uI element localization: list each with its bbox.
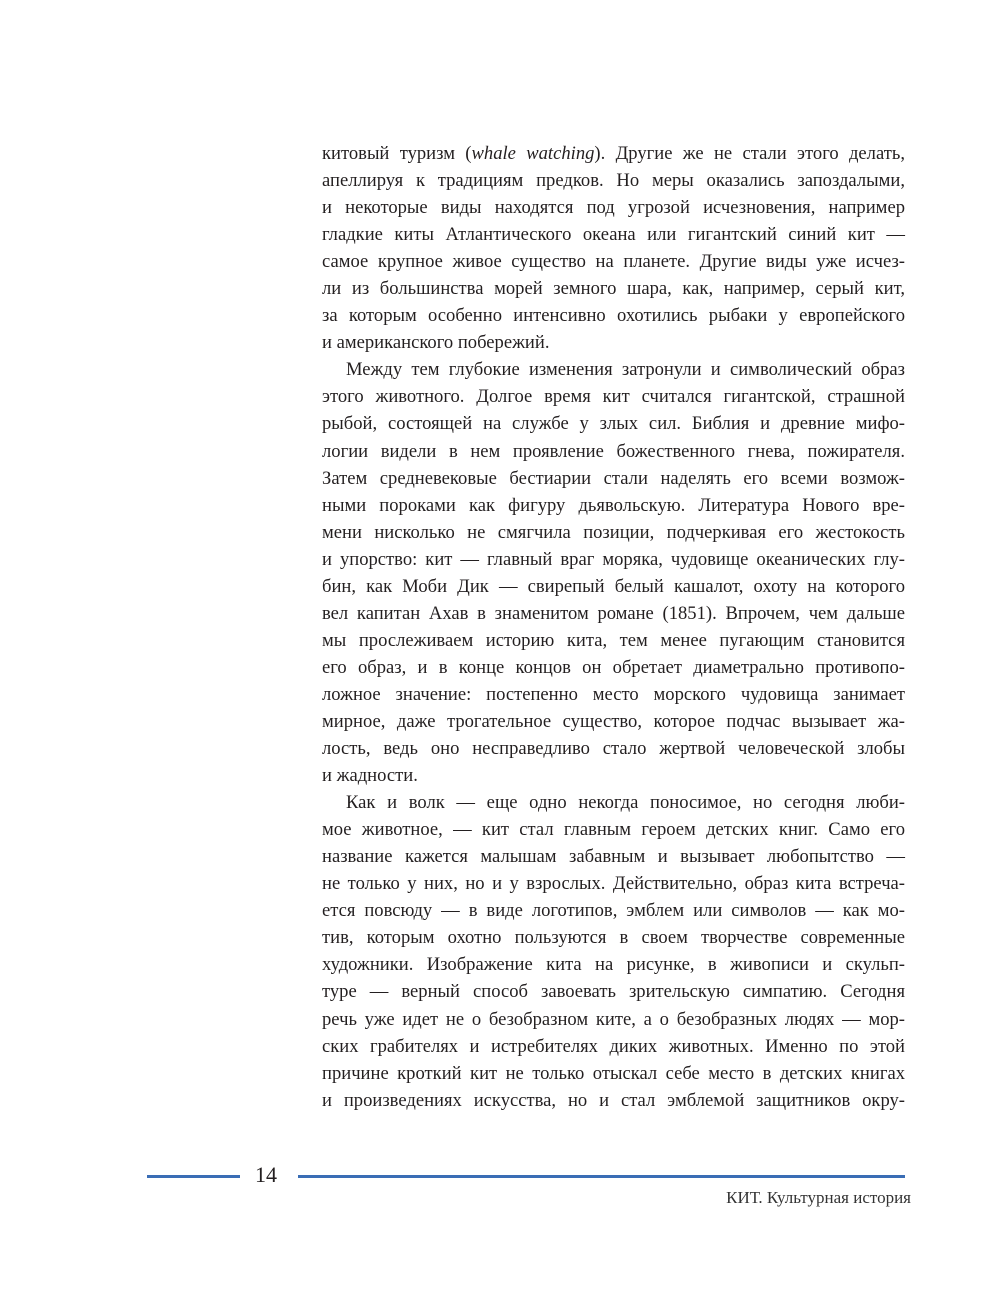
- text-segment: самое крупное живое существо на планете. Другие виды уже исчез-: [322, 251, 905, 273]
- text-segment: и упорство: кит — главный враг моряка, чудовище океанических глу-: [322, 548, 905, 570]
- text-segment: ложное значение: постепенно место морского чудовища занимает: [322, 683, 905, 705]
- text-segment: мирное, даже трогательное существо, которое подчас вызывает жа-: [322, 710, 905, 732]
- text-line: [322, 438, 905, 465]
- text-segment: Между тем глубокие изменения затронули и символический образ: [346, 359, 905, 381]
- text-segment: апеллируя к традициям предков. Но меры оказались запоздалыми,: [322, 170, 905, 192]
- text-line: [322, 519, 905, 546]
- text-line: [322, 708, 905, 735]
- text-segment: ли из большинства морей земного шара, как, например, серый кит,: [322, 278, 905, 300]
- text-segment: Как и волк — еще одно некогда поносимое, но сегодня люби-: [346, 792, 905, 814]
- text-line: [322, 1087, 905, 1114]
- text-segment: этого животного. Долгое время кит считался гигантской, страшной: [322, 386, 905, 408]
- text-line: [322, 248, 905, 275]
- text-segment: речь уже идет не о безобразном ките, а о безобразных людях — мор-: [322, 1008, 905, 1030]
- page-number: 14: [255, 1162, 277, 1187]
- text-segment: лость, ведь оно несправедливо стало жертвой человеческой злобы: [322, 738, 905, 760]
- text-line: [322, 329, 905, 356]
- text-segment: Затем средневековые бестиарии стали наделять его всеми возмож-: [322, 467, 905, 489]
- text-segment: и некоторые виды находятся под угрозой исчезновения, например: [322, 197, 905, 219]
- text-segment: художники. Изображение кита на рисунке, в живописи и скульп-: [322, 954, 905, 976]
- footer-rule-left: [147, 1175, 240, 1178]
- text-segment: ских грабителях и истребителях диких животных. Именно по этой: [322, 1035, 905, 1057]
- text-line: [322, 951, 905, 978]
- text-segment: рыбой, состоящей на службе у злых сил. Библия и древние мифо-: [322, 413, 905, 435]
- text-line: [322, 978, 905, 1005]
- text-line: [322, 843, 905, 870]
- text-line: [322, 789, 905, 816]
- text-segment: и произведениях искусства, но и стал эмблемой защитников окру-: [322, 1089, 905, 1111]
- text-segment: ется повсюду — в виде логотипов, эмблем или символов — как мо-: [322, 900, 905, 922]
- text-line: [322, 275, 905, 302]
- text-line: [322, 681, 905, 708]
- text-line: [322, 194, 905, 221]
- text-line: [322, 654, 905, 681]
- text-line: [322, 735, 905, 762]
- text-segment: и американского побережий.: [322, 332, 550, 354]
- text-line: [322, 897, 905, 924]
- text-line: [322, 762, 905, 789]
- text-line: [322, 573, 905, 600]
- text-segment: за которым особенно интенсивно охотились рыбаки у европейского: [322, 305, 905, 327]
- text-line: [322, 356, 905, 383]
- text-line: [322, 492, 905, 519]
- text-segment: логии видели в нем проявление божественного гнева, пожирателя.: [322, 440, 905, 462]
- text-line: [322, 1006, 905, 1033]
- text-line: [322, 1033, 905, 1060]
- running-title: КИТ. Культурная история: [726, 1188, 911, 1207]
- text-line: [322, 546, 905, 573]
- footer-rule-right: [298, 1175, 905, 1178]
- text-segment: бин, как Моби Дик — свирепый белый кашалот, охоту на которого: [322, 575, 905, 597]
- text-line: [322, 924, 905, 951]
- body-text: [322, 140, 905, 1114]
- text-segment: название кажется малышам забавным и вызывает любопытство —: [322, 846, 905, 868]
- text-segment: вел капитан Ахав в знаменитом романе (1851). Впрочем, чем дальше: [322, 602, 905, 624]
- text-segment: его образ, и в конце концов он обретает диаметрально противопо-: [322, 656, 905, 678]
- text-line: [322, 870, 905, 897]
- text-line: [322, 383, 905, 410]
- text-segment: туре — верный способ завоевать зрительскую симпатию. Сегодня: [322, 981, 905, 1003]
- text-segment: ными пороками как фигуру дьявольскую. Литература Нового вре-: [322, 494, 905, 516]
- text-line: [322, 627, 905, 654]
- text-line: [322, 167, 905, 194]
- text-line: [322, 816, 905, 843]
- text-segment: мы прослеживаем историю кита, тем менее пугающим становится: [322, 629, 905, 651]
- text-line: [322, 1060, 905, 1087]
- text-segment: тив, которым охотно пользуются в своем творчестве современные: [322, 927, 905, 949]
- text-line: [322, 140, 905, 167]
- text-segment: не только у них, но и у взрослых. Действительно, образ кита встреча-: [322, 873, 905, 895]
- text-segment: мое животное, — кит стал главным героем детских книг. Само его: [322, 819, 905, 841]
- text-segment: и жадности.: [322, 765, 418, 787]
- text-line: [322, 302, 905, 329]
- text-segment: ). Другие же не стали этого делать,: [594, 143, 905, 164]
- text-line: [322, 600, 905, 627]
- text-line: [322, 410, 905, 437]
- text-line: [322, 465, 905, 492]
- text-segment: гладкие киты Атлантического океана или гигантский синий кит —: [322, 224, 905, 246]
- italic-phrase: whale watching: [471, 143, 595, 164]
- text-segment: мени нисколько не смягчила позиции, подчеркивая его жестокость: [322, 521, 905, 543]
- text-segment: китовый туризм (: [322, 143, 472, 164]
- text-segment: причине кроткий кит не только отыскал себе место в детских книгах: [322, 1062, 905, 1084]
- text-line: [322, 221, 905, 248]
